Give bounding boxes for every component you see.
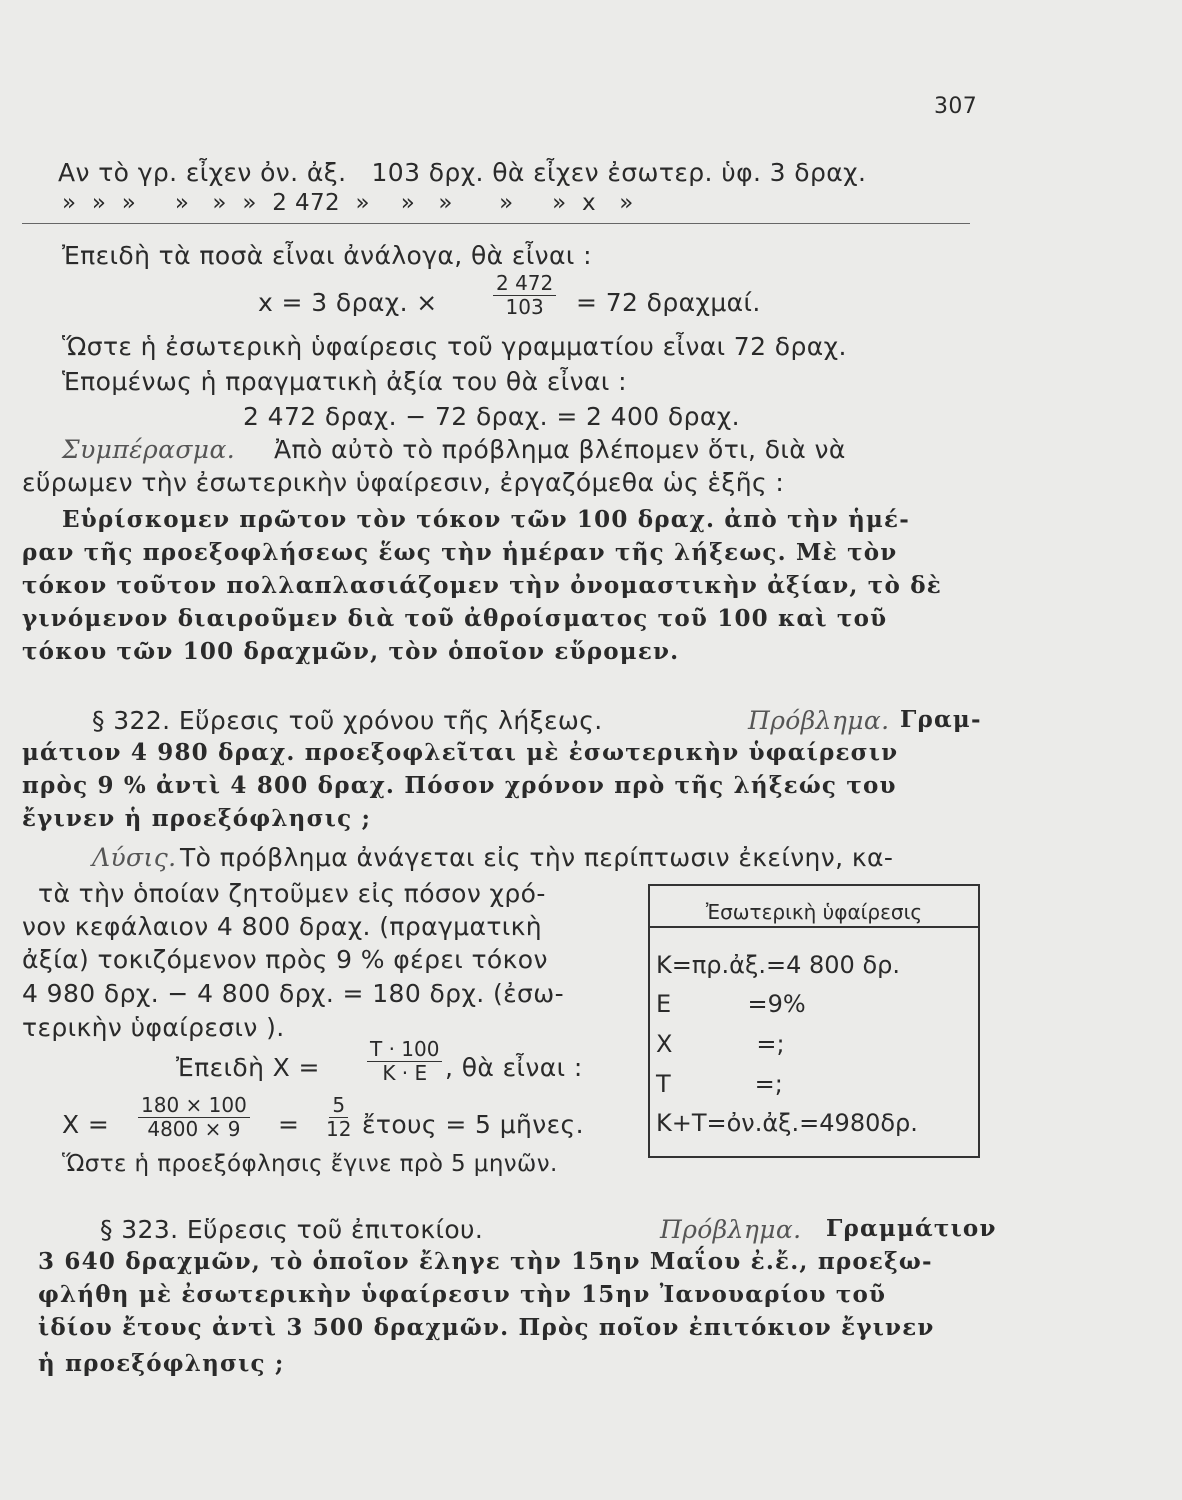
solution-text-line: Τὸ πρόβλημα ἀνάγεται εἰς τὴν περίπτωσιν ἐκείνην, κα- xyxy=(180,843,894,872)
formula-1-right: = 72 δραχμαί. xyxy=(576,288,761,317)
fraction-numerator: 5 xyxy=(329,1094,348,1118)
formula-2-fraction xyxy=(367,1038,442,1085)
section-323-heading: § 323. Εὕρεσις τοῦ ἐπιτοκίου. xyxy=(100,1215,484,1244)
solution-text-line: 4 980 δρχ. − 4 800 δρχ. = 180 δρχ. (ἐσω- xyxy=(22,979,565,1008)
box-row: K+T=ὀν.ἀξ.=4980δρ. xyxy=(656,1109,918,1137)
solution-text-line: νον κεφάλαιον 4 800 δραχ. (πραγματικὴ xyxy=(22,912,543,941)
problem-text-line: Γραμμάτιον xyxy=(826,1215,997,1242)
box-title: Ἐσωτερικὴ ὑφαίρεσις xyxy=(705,900,923,924)
rule-text-line: τόκου τῶν 100 δραχμῶν, τὸν ὁποῖον εὕρομεν. xyxy=(22,638,680,665)
problem-text-line: Γραμ- xyxy=(900,706,982,733)
problem-text-line: 3 640 δραχμῶν, τὸ ὁποῖον ἔληγε τὴν 15ην Μαΐου ἐ.ἔ., προεξω- xyxy=(38,1248,933,1275)
header-rule xyxy=(22,223,970,224)
problem-text-line: ἡ προεξόφλησις ; xyxy=(38,1350,285,1377)
formula-3-right: ἔτους = 5 μῆνες. xyxy=(362,1110,584,1139)
formula-3-fraction-1 xyxy=(138,1094,250,1141)
formula-2-left: Ἐπειδὴ X = xyxy=(176,1053,320,1082)
box-row: X =; xyxy=(656,1030,785,1058)
fraction-denominator: 103 xyxy=(505,295,544,319)
internal-discount-box xyxy=(648,884,980,1158)
rule-text-line: γινόμενον διαιροῦμεν διὰ τοῦ ἀθροίσματος τοῦ 100 καὶ τοῦ xyxy=(22,605,888,632)
rule-text-line: τόκον τοῦτον πολλαπλασιάζομεν τὴν ὀνομαστικὴν ἀξίαν, τὸ δὲ xyxy=(22,572,942,599)
text-line: Ἑπομένως ἡ πραγματικὴ ἀξία του θὰ εἶναι : xyxy=(62,367,627,396)
problem-text-line: πρὸς 9 % ἀντὶ 4 800 δραχ. Πόσον χρόνον πρὸ τῆς λήξεώς του xyxy=(22,772,897,799)
fraction-denominator: 4800 × 9 xyxy=(147,1117,241,1141)
formula-1-fraction xyxy=(493,272,556,319)
header-line-2: » » » » » » 2 472 » » » » » x » xyxy=(62,190,634,216)
text-line: εὕρωμεν τὴν ἐσωτερικὴν ὑφαίρεσιν, ἐργαζόμεθα ὡς ἑξῆς : xyxy=(22,468,785,497)
fraction-numerator: 2 472 xyxy=(493,272,556,296)
box-divider xyxy=(650,926,978,928)
problem-text-line: φλήθη μὲ ἐσωτερικὴν ὑφαίρεσιν τὴν 15ην Ἰανουαρίου τοῦ xyxy=(38,1281,887,1308)
formula-1-left: x = 3 δραχ. × xyxy=(258,288,438,317)
formula-3-left: X = xyxy=(62,1110,110,1139)
fraction-denominator: 12 xyxy=(326,1117,352,1141)
fraction-denominator: K · E xyxy=(382,1061,428,1085)
solution-text-line: τὰ τὴν ὁποίαν ζητοῦμεν εἰς πόσον χρό- xyxy=(38,879,546,908)
fraction-numerator: T · 100 xyxy=(367,1038,442,1062)
rule-text-line: ραν τῆς προεξοφλήσεως ἕως τὴν ἡμέραν τῆς λήξεως. Μὲ τὸν xyxy=(22,539,898,566)
text-line: Ἀπὸ αὐτὸ τὸ πρόβλημα βλέπομεν ὅτι, διὰ νὰ xyxy=(274,435,846,464)
conclusion-label: Συμπέρασμα. xyxy=(62,435,236,464)
rule-text-line: Εὑρίσκομεν πρῶτον τὸν τόκον τῶν 100 δραχ. ἀπὸ τὴν ἡμέ- xyxy=(62,506,910,533)
fraction-numerator: 180 × 100 xyxy=(138,1094,250,1118)
text-line: 2 472 δραχ. − 72 δραχ. = 2 400 δραχ. xyxy=(243,402,740,431)
header-line-1: Αν τὸ γρ. εἶχεν ὀν. ἀξ. 103 δρχ. θὰ εἶχεν ἐσωτερ. ὑφ. 3 δραχ. xyxy=(58,158,867,187)
page-number: 307 xyxy=(934,94,978,119)
problem-text-line: ἰδίου ἔτους ἀντὶ 3 500 δραχμῶν. Πρὸς ποῖον ἐπιτόκιον ἔγινεν xyxy=(38,1314,935,1341)
solution-label: Λύσις. xyxy=(92,843,177,872)
problem-text-line: μάτιον 4 980 δραχ. προεξοφλεῖται μὲ ἐσωτερικὴν ὑφαίρεσιν xyxy=(22,739,899,766)
problem-label: Πρόβλημα. xyxy=(748,706,890,735)
solution-text-line: τερικὴν ὑφαίρεσιν ). xyxy=(22,1013,285,1042)
problem-label: Πρόβλημα. xyxy=(660,1215,802,1244)
solution-text-line: ἀξία) τοκιζόμενον πρὸς 9 % φέρει τόκον xyxy=(22,945,548,974)
section-322-heading: § 322. Εὕρεσις τοῦ χρόνου τῆς λήξεως. xyxy=(92,706,603,735)
formula-3-fraction-2 xyxy=(326,1094,351,1141)
formula-2-right: , θὰ εἶναι : xyxy=(445,1053,583,1082)
result-line: Ὥστε ἡ προεξόφλησις ἔγινε πρὸ 5 μηνῶν. xyxy=(62,1151,558,1177)
text-line: Ὥστε ἡ ἐσωτερικὴ ὑφαίρεσις τοῦ γραμματίου εἶναι 72 δραχ. xyxy=(62,332,847,361)
problem-text-line: ἔγινεν ἡ προεξόφλησις ; xyxy=(22,805,372,832)
text-line: Ἐπειδὴ τὰ ποσὰ εἶναι ἀνάλογα, θὰ εἶναι : xyxy=(62,241,592,270)
formula-3-equals: = xyxy=(278,1110,300,1139)
box-row: T =; xyxy=(656,1070,783,1098)
box-row: E =9% xyxy=(656,990,806,1018)
box-row: K=πρ.ἀξ.=4 800 δρ. xyxy=(656,951,900,979)
